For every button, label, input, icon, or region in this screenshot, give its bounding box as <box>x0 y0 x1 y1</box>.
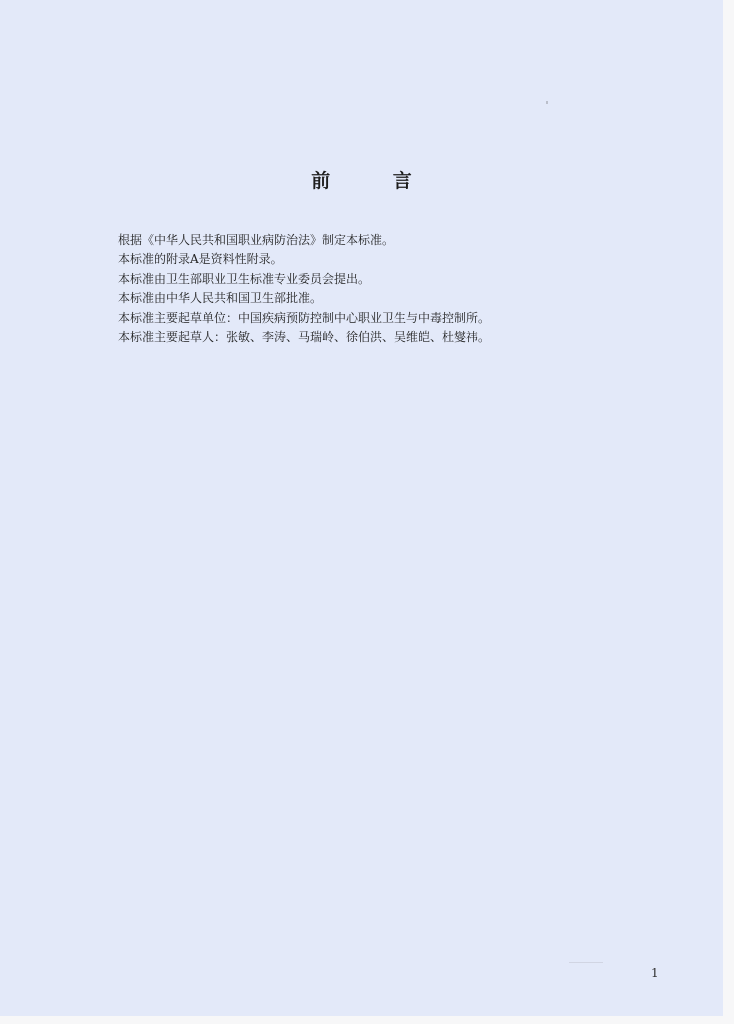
scan-margin-right <box>723 0 734 1024</box>
scan-margin-bottom <box>0 1016 734 1024</box>
foreword-line: 本标准由卫生部职业卫生标准专业委员会提出。 <box>118 271 371 286</box>
foreword-line: 本标准主要起草单位：中国疾病预防控制中心职业卫生与中毒控制所。 <box>118 310 491 325</box>
scan-speck <box>569 962 603 963</box>
page-title: 前 言 <box>311 170 440 192</box>
scan-speck <box>546 101 548 104</box>
foreword-line: 本标准由中华人民共和国卫生部批准。 <box>118 291 323 306</box>
page-number: 1 <box>651 966 659 980</box>
foreword-text <box>118 231 678 347</box>
foreword-line: 本标准的附录A是资料性附录。 <box>118 252 283 267</box>
foreword-line: 本标准主要起草人：张敏、李涛、马瑞岭、徐伯洪、吴维皑、杜燮祎。 <box>118 329 491 344</box>
foreword-line: 根据《中华人民共和国职业病防治法》制定本标准。 <box>118 233 395 247</box>
